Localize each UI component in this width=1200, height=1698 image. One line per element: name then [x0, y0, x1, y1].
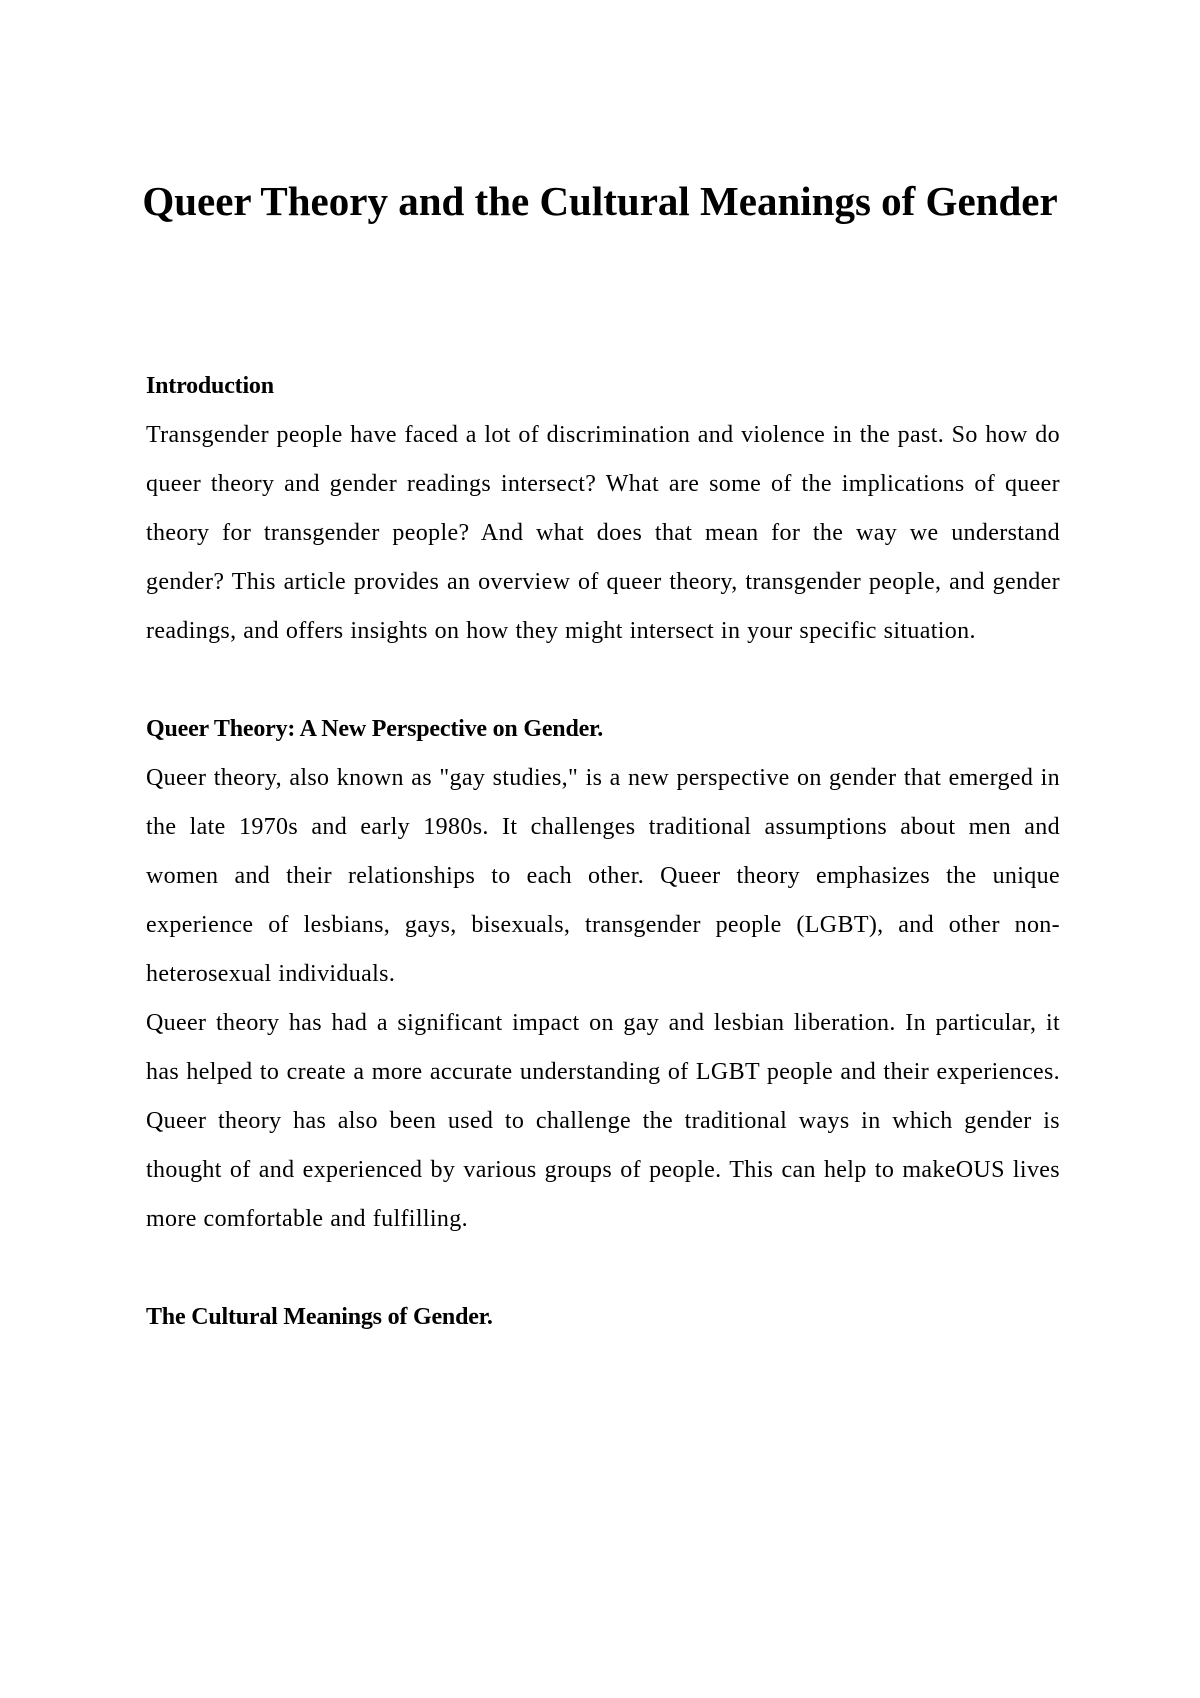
- section-spacer: [146, 1244, 1060, 1293]
- document-body: [146, 362, 1060, 1342]
- paragraph-queer-theory-1: Queer theory, also known as "gay studies," is a new perspective on gender that emerged in the late 1970s and early 1980s. It challenges traditional assumptions about men and women and their relationships to each other. Queer theory emphasizes the unique experience of lesbians, gays, bisexuals, transgender people (LGBT), and other non-heterosexual individuals.: [146, 765, 1060, 987]
- document-title: Queer Theory and the Cultural Meanings of Gender: [142, 178, 1058, 224]
- paragraph-queer-theory-2: Queer theory has had a significant impact on gay and lesbian liberation. In particular, it has helped to create a more accurate understanding of LGBT people and their experiences. Queer theory has also been used to challenge the traditional ways in which gender is thought of and experienced by various groups of people. This can help to makeOUS lives more comfortable and fulfilling.: [146, 1010, 1060, 1232]
- section-heading-cultural-meanings: The Cultural Meanings of Gender.: [146, 1304, 493, 1330]
- paragraph-introduction: Transgender people have faced a lot of discrimination and violence in the past. So how do queer theory and gender readings intersect? What are some of the implications of queer theory for transgender people? And what does that mean for the way we understand gender? This article provides an overview of queer theory, transgender people, and gender readings, and offers insights on how they might intersect in your specific situation.: [146, 422, 1060, 644]
- section-heading-introduction: Introduction: [146, 373, 274, 399]
- section-heading-queer-theory: Queer Theory: A New Perspective on Gender.: [146, 716, 604, 742]
- section-spacer: [146, 656, 1060, 705]
